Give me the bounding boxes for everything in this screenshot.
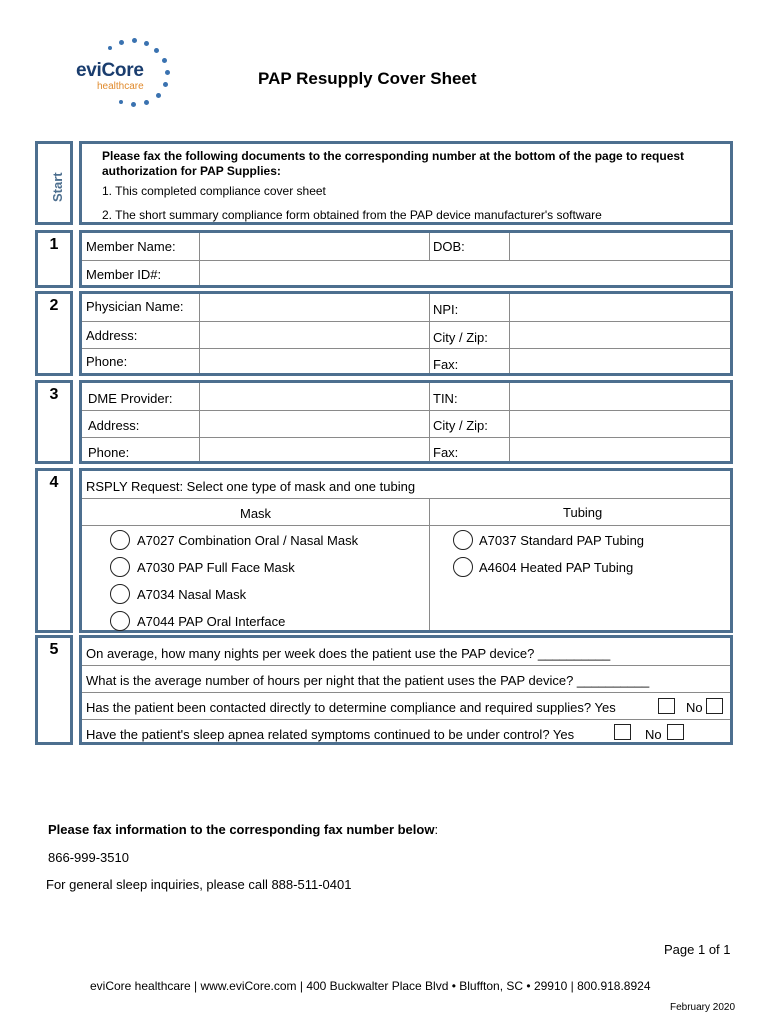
section-1-number: 1: [49, 236, 59, 253]
contacted-no-checkbox[interactable]: [706, 698, 723, 714]
tubing-a7037-radio[interactable]: [453, 530, 473, 550]
mask-a7034-label: A7034 Nasal Mask: [137, 587, 247, 602]
section-3-number: 3: [49, 386, 59, 403]
dme-address-label: Address:: [88, 418, 140, 433]
sleep-inquiries: For general sleep inquiries, please call 888-511-0401: [46, 877, 352, 892]
section-5-tab: [35, 635, 73, 745]
symptoms-no-label: No: [645, 727, 662, 742]
question-symptoms-controlled: Have the patient's sleep apnea related symptoms continued to be under control? Yes: [86, 727, 575, 742]
question-contacted: Has the patient been contacted directly to determine compliance and required supplies? Yes: [86, 700, 616, 715]
section-3-tab: [35, 380, 73, 464]
physician-phone-field[interactable]: [202, 350, 426, 372]
physician-fax-label: Fax:: [433, 357, 459, 372]
mask-a7044-radio[interactable]: [110, 611, 130, 631]
dme-provider-field[interactable]: [202, 385, 426, 408]
contacted-yes-checkbox[interactable]: [658, 698, 675, 714]
physician-address-label: Address:: [86, 328, 138, 343]
physician-city-zip-label: City / Zip:: [433, 330, 488, 345]
dme-provider-label: DME Provider:: [88, 391, 173, 406]
physician-fax-field[interactable]: [512, 350, 726, 372]
fax-info-heading: Please fax information to the corresponding fax number below:: [48, 822, 439, 837]
section-1-tab: [35, 230, 73, 288]
member-id-field[interactable]: [202, 263, 726, 284]
start-instructions: [79, 141, 733, 225]
symptoms-yes-checkbox[interactable]: [614, 724, 631, 740]
section-4-number: 4: [49, 474, 59, 491]
footer-address: eviCore healthcare | www.eviCore.com | 400 Buckwalter Place Blvd • Bluffton, SC • 29910 | 800.918.8924: [90, 979, 651, 993]
tubing-a4604-label: A4604 Heated PAP Tubing: [479, 560, 634, 575]
member-id-label: Member ID#:: [86, 267, 162, 282]
start-tab: [35, 141, 73, 225]
dob-label: DOB:: [433, 239, 465, 254]
section-2-tab: [35, 291, 73, 376]
tubing-a7037-label: A7037 Standard PAP Tubing: [479, 533, 645, 548]
dme-address-field[interactable]: [202, 412, 426, 435]
contacted-no-label: No: [686, 700, 703, 715]
tubing-header: Tubing: [563, 505, 603, 520]
instructions-text: Please fax the following documents to the corresponding number at the bottom of the page to request authorization for PAP Supplies:: [102, 149, 685, 178]
page-title: PAP Resupply Cover Sheet: [258, 69, 477, 88]
physician-phone-label: Phone:: [86, 354, 128, 369]
page-number: Page 1 of 1: [664, 942, 731, 957]
member-name-label: Member Name:: [86, 239, 176, 254]
section-4-request: [79, 468, 733, 633]
physician-city-zip-field[interactable]: [512, 323, 726, 346]
question-nights-per-week: On average, how many nights per week does the patient use the PAP device? __________: [86, 646, 611, 661]
fax-number: 866-999-3510: [48, 850, 129, 865]
tubing-a4604-radio[interactable]: [453, 557, 473, 577]
dme-fax-field[interactable]: [512, 439, 726, 460]
dme-phone-field[interactable]: [202, 439, 426, 460]
npi-label: NPI:: [433, 302, 459, 317]
section-4-tab: [35, 468, 73, 633]
section-2-physician: [79, 291, 733, 376]
tin-field[interactable]: [512, 385, 726, 408]
physician-name-field[interactable]: [202, 296, 426, 319]
section-5-number: 5: [49, 641, 59, 658]
instruction-item-2: 2. The short summary compliance form obtained from the PAP device manufacturer's software: [102, 208, 602, 222]
rsply-request-label: RSPLY Request: Select one type of mask and one tubing: [86, 479, 416, 494]
mask-a7034-radio[interactable]: [110, 584, 130, 604]
physician-name-label: Physician Name:: [86, 299, 184, 314]
instruction-item-1: 1. This completed compliance cover sheet: [102, 184, 326, 198]
mask-header: Mask: [240, 506, 272, 521]
section-3-dme: [79, 380, 733, 464]
physician-address-field[interactable]: [202, 323, 426, 346]
symptoms-no-checkbox[interactable]: [667, 724, 684, 740]
dme-city-zip-field[interactable]: [512, 412, 726, 435]
footer-date: February 2020: [670, 1002, 736, 1013]
tin-label: TIN:: [433, 391, 458, 406]
logo-brand: eviCore: [76, 60, 144, 81]
logo-sub: healthcare: [97, 81, 144, 92]
dme-phone-label: Phone:: [88, 445, 130, 460]
start-label: Start: [50, 172, 65, 202]
mask-a7044-label: A7044 PAP Oral Interface: [137, 614, 286, 629]
evicore-logo: [74, 38, 174, 108]
npi-field[interactable]: [512, 296, 726, 319]
mask-a7030-radio[interactable]: [110, 557, 130, 577]
dob-field[interactable]: [512, 236, 726, 257]
dme-city-zip-label: City / Zip:: [433, 418, 488, 433]
section-1-member: [79, 230, 733, 288]
question-hours-per-night: What is the average number of hours per night that the patient uses the PAP device? __________: [86, 673, 650, 688]
section-2-number: 2: [49, 297, 59, 314]
section-5-compliance: [79, 635, 733, 745]
dme-fax-label: Fax:: [433, 445, 459, 460]
mask-a7030-label: A7030 PAP Full Face Mask: [137, 560, 295, 575]
member-name-field[interactable]: [202, 236, 426, 257]
mask-a7027-label: A7027 Combination Oral / Nasal Mask: [137, 533, 359, 548]
mask-a7027-radio[interactable]: [110, 530, 130, 550]
